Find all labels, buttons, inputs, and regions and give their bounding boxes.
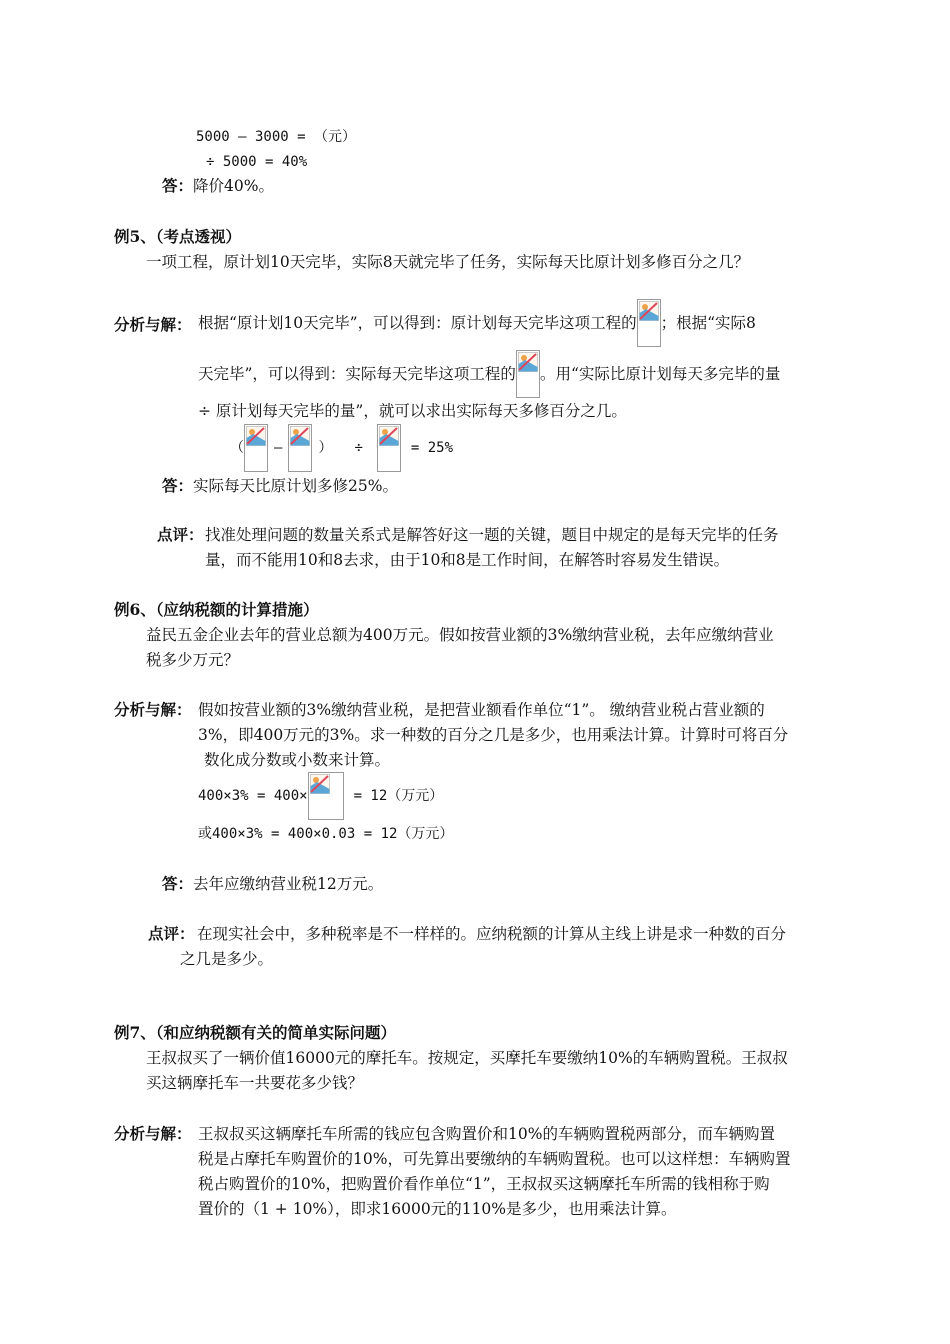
analysis-line — [198, 298, 756, 348]
answer-text: 去年应缴纳营业税12万元。 — [193, 875, 384, 893]
answer-label: 答： — [162, 874, 194, 893]
divide-sign: ÷ — [354, 440, 363, 456]
answer-text: 实际每天比原计划多修25%。 — [193, 477, 398, 495]
formula-result: = 25% — [410, 440, 454, 456]
example-5-heading: 例5、（考点透视） — [114, 227, 242, 246]
comment-text: 量，而不能用10和8去求，由于10和8是工作时间，在解答时容易发生错误。 — [205, 551, 730, 569]
analysis-label: 分析与解： — [114, 315, 192, 334]
analysis-text: 根据“原计划10天完毕”，可以得到：原计划每天完毕这项工程的 — [198, 314, 637, 332]
analysis-text: 。用“实际比原计划每天多完毕的量 — [539, 365, 781, 383]
analysis-text: ；根据“实际8 — [660, 314, 756, 332]
analysis-line: 数化成分数或小数来计算。 — [204, 751, 391, 769]
formula-text: = 12（万元） — [353, 788, 444, 804]
formula-line — [230, 423, 453, 473]
analysis-label: 分析与解： — [114, 1124, 192, 1143]
comment-text: 找准处理问题的数量关系式是解答好这一题的关键，题目中规定的是每天完毕的任务 — [205, 526, 779, 544]
example-7-question: 王叔叔买了一辆价值16000元的摩托车。按规定，买摩托车要缴纳10%的车辆购置税。王叔叔 — [146, 1049, 788, 1067]
formula-text: 400×3% = 400× — [198, 788, 308, 804]
comment-label: 点评： — [157, 525, 204, 544]
answer — [162, 871, 383, 897]
example-7-heading: 例7、（和应纳税额有关的简单实际问题） — [114, 1023, 397, 1042]
fraction-image-icon — [516, 350, 540, 398]
answer — [162, 473, 398, 499]
formula-line: 或400×3% = 400×0.03 = 12（万元） — [198, 826, 454, 842]
analysis-line: 税占购置价的10%，把购置价看作单位“1”，王叔叔买这辆摩托车所需的钱相称于购 — [198, 1175, 770, 1193]
example-7-question: 买这辆摩托车一共要花多少钱？ — [146, 1074, 364, 1092]
example-6-question: 益民五金企业去年的营业总额为400万元。假如按营业额的3%缴纳营业税，去年应缴纳营业 — [146, 626, 774, 644]
analysis-line: 王叔叔买这辆摩托车所需的钱应包含购置价和10%的车辆购置税两部分，而车辆购置 — [198, 1125, 775, 1143]
answer-label: 答： — [162, 176, 194, 195]
analysis-line: 假如按营业额的3%缴纳营业税，是把营业额看作单位“1”。 缴纳营业税占营业额的 — [198, 701, 765, 719]
minus-sign: – — [274, 440, 283, 456]
analysis-line: 税是占摩托车购置价的10%，可先算出要缴纳的车辆购置税。也可以这样想：车辆购置 — [198, 1150, 791, 1168]
comment-text: 之几是多少。 — [180, 950, 274, 968]
analysis-line — [198, 349, 780, 399]
analysis-line: 置价的（1 + 10%），即求16000元的110%是多少，也用乘法计算。 — [198, 1200, 677, 1218]
example-6-heading: 例6、（应纳税额的计算措施） — [114, 600, 319, 619]
fraction-image-icon — [637, 299, 661, 347]
fraction-image-icon — [244, 424, 268, 472]
paren-close: ） — [318, 440, 333, 456]
analysis-label: 分析与解： — [114, 700, 192, 719]
fraction-image-icon — [377, 424, 401, 472]
answer-label: 答： — [162, 476, 194, 495]
comment-text: 在现实社会中，多种税率是不一样样的。应纳税额的计算从主线上讲是求一种数的百分 — [197, 925, 787, 943]
fraction-image-icon — [308, 772, 344, 820]
analysis-line: ÷ 原计划每天完毕的量”，就可以求出实际每天多修百分之几。 — [198, 402, 627, 420]
answer — [162, 173, 274, 199]
analysis-text: 天完毕”，可以得到：实际每天完毕这项工程的 — [198, 365, 516, 383]
comment-label: 点评： — [148, 924, 195, 943]
example-6-question: 税多少万元？ — [146, 651, 240, 669]
equation-line: 5000 – 3000 = （元） — [196, 129, 357, 145]
analysis-line: 3%，即400万元的3%。求一种数的百分之几是多少，也用乘法计算。计算时可将百分 — [198, 726, 789, 744]
paren-open: （ — [230, 440, 244, 456]
formula-line — [198, 771, 443, 821]
equation-line: ÷ 5000 = 40% — [206, 154, 308, 170]
example-5-question: 一项工程，原计划10天完毕，实际8天就完毕了任务，实际每天比原计划多修百分之几？ — [146, 253, 750, 271]
answer-text: 降价40%。 — [193, 177, 274, 195]
fraction-image-icon — [288, 424, 312, 472]
